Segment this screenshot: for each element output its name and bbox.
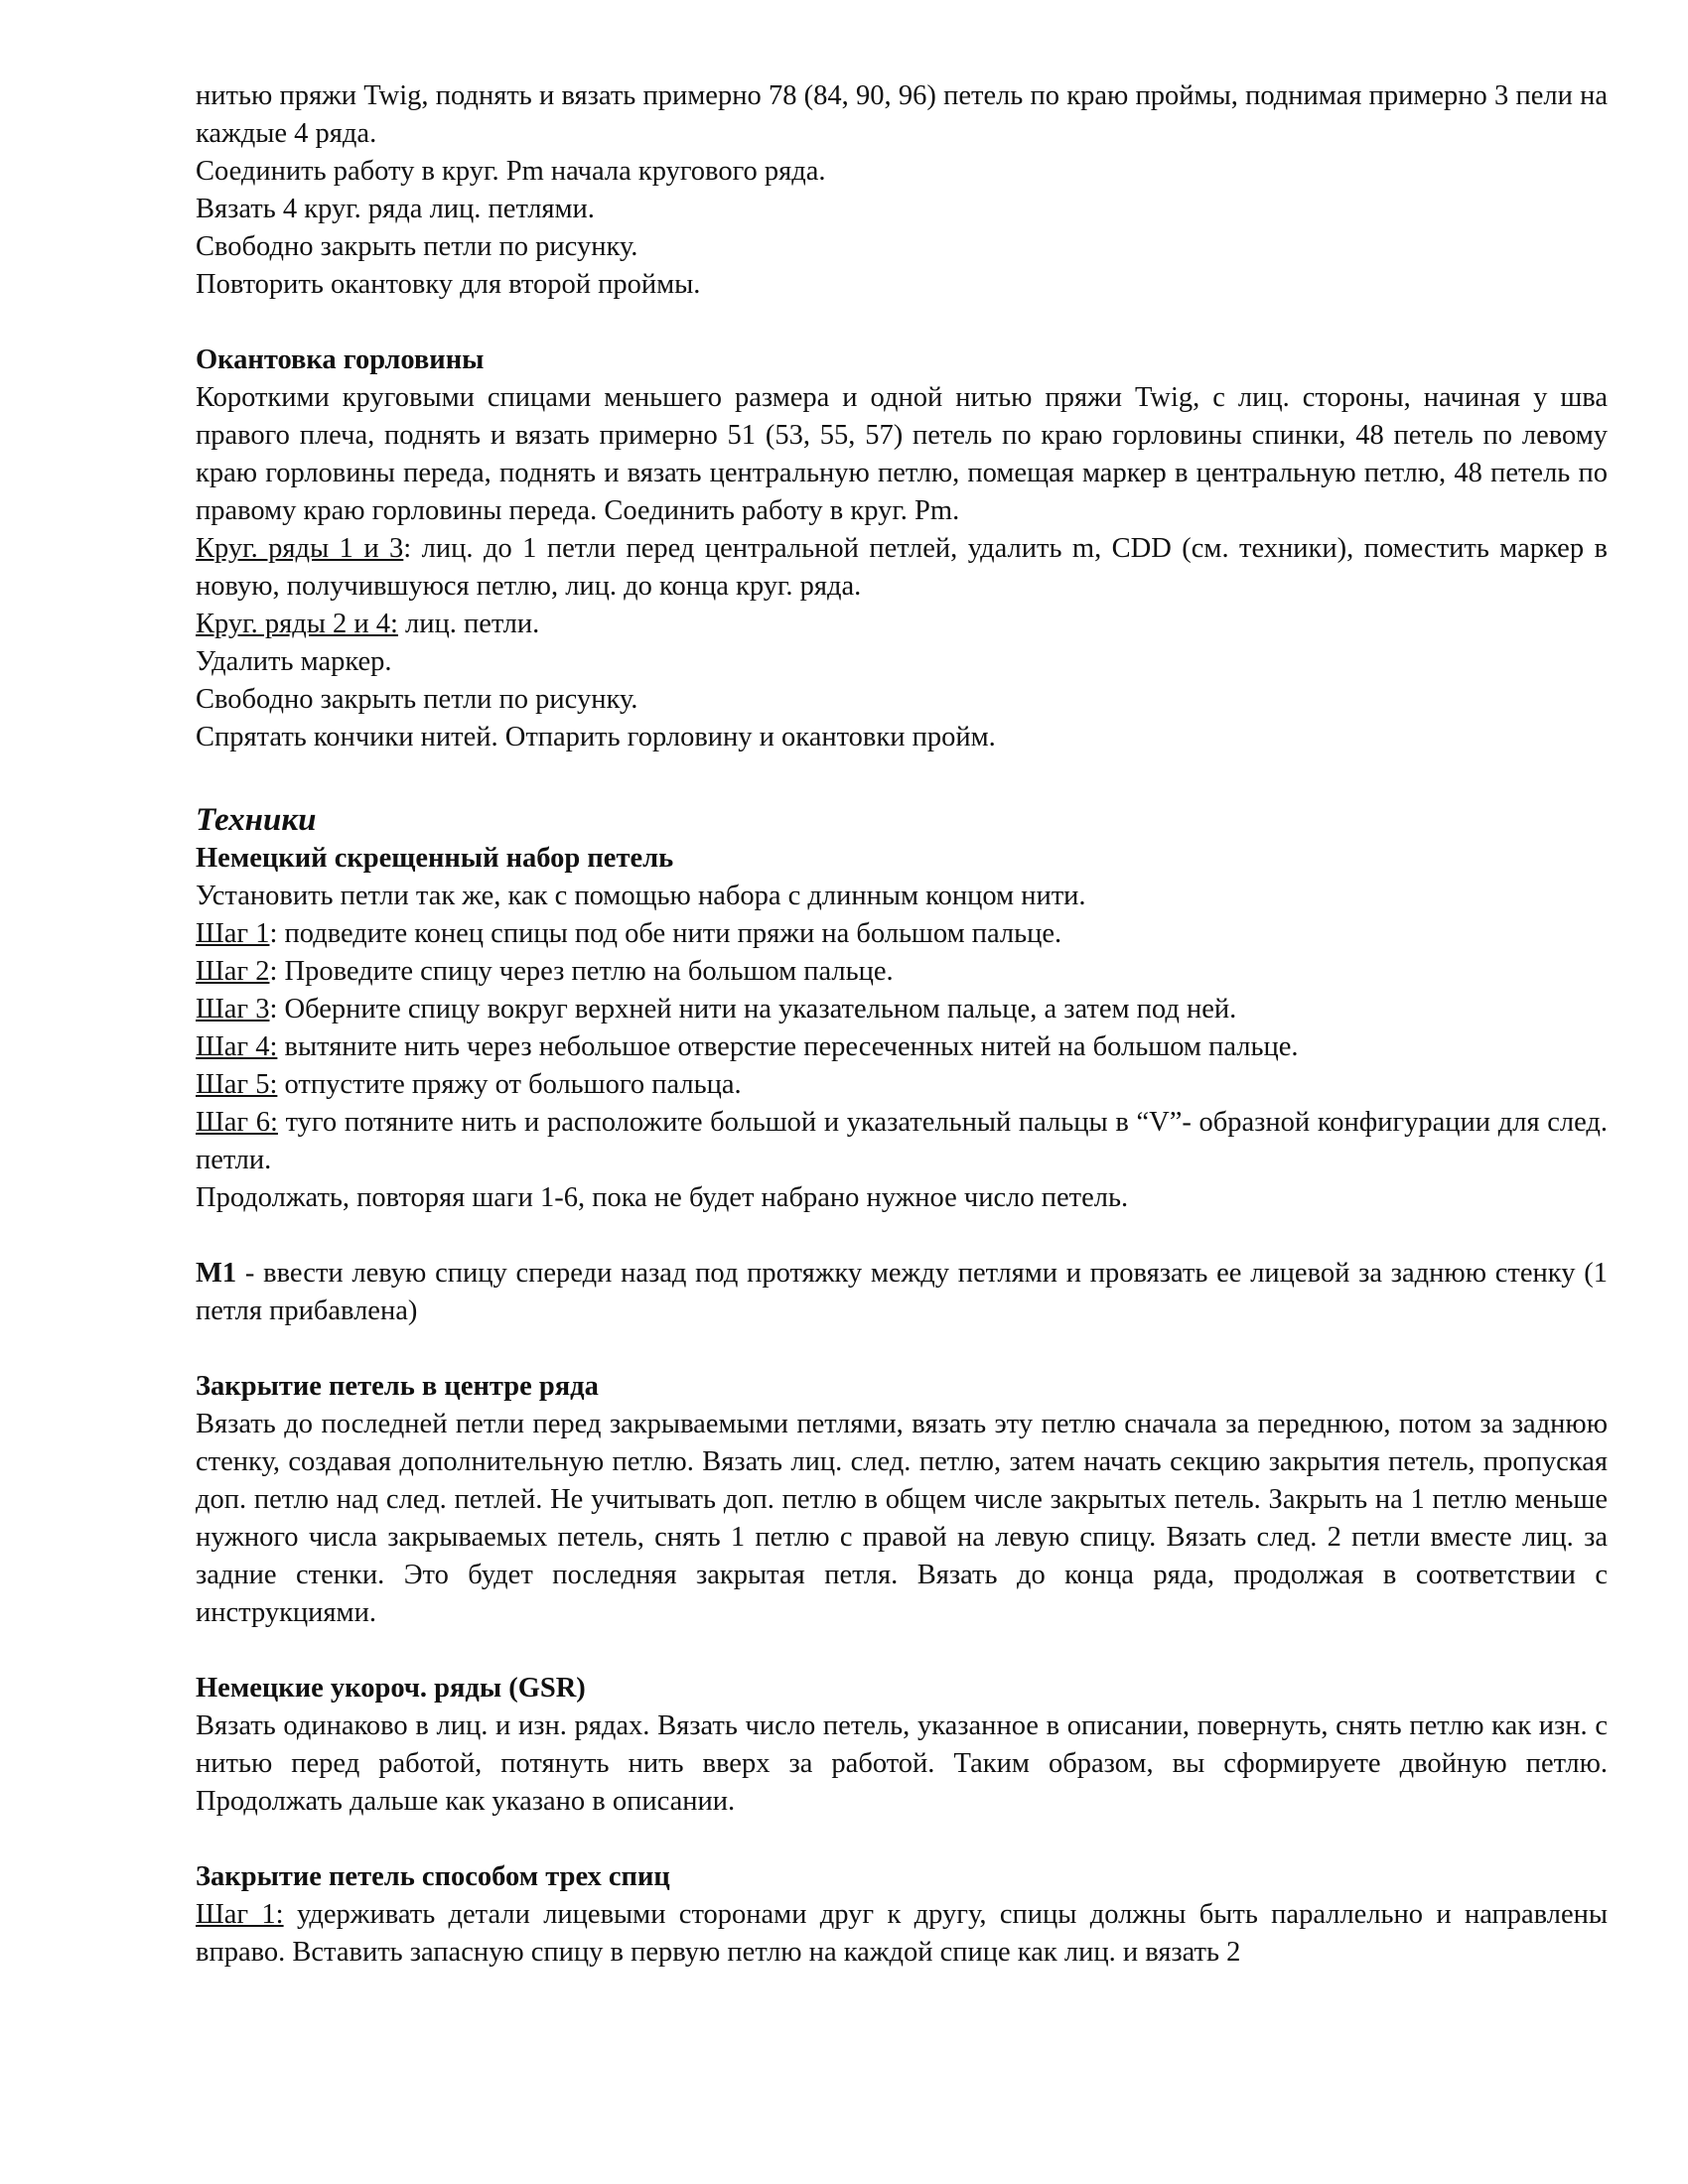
- paragraph: Продолжать, повторяя шаги 1-6, пока не будет набрано нужное число петель.: [196, 1182, 1129, 1213]
- m1-term: M1: [196, 1258, 237, 1289]
- step-text: : Оберните спицу вокруг верхней нити на указательном пальце, а затем под ней.: [269, 994, 1237, 1024]
- spacer: [196, 1632, 1608, 1670]
- paragraph: Соединить работу в круг. Pm начала кругового ряда.: [196, 156, 826, 187]
- step-label: Шаг 6:: [196, 1107, 278, 1138]
- rows-1-3-instruction: [196, 530, 1608, 606]
- rows-2-4-instruction: [196, 606, 1608, 643]
- section-heading-neckband: Окантовка горловины: [196, 344, 485, 375]
- spacer: [196, 756, 1608, 794]
- rows-text: : лиц. до 1 петли перед центральной петлей, удалить m, CDD (см. техники), поместить маркер в новую, получившуюся петлю, лиц. до конца круг. ряда.: [196, 533, 1608, 602]
- step-label: Шаг 1: [196, 918, 270, 949]
- step-line: [196, 953, 1608, 991]
- step-line: [196, 915, 1608, 953]
- step-text: : подведите конец спицы под обе нити пряжи на большом пальце.: [269, 918, 1062, 949]
- step-line: [196, 1104, 1608, 1179]
- step-label: Шаг 5:: [196, 1069, 278, 1100]
- paragraph: нитью пряжи Twig, поднять и вязать примерно 78 (84, 90, 96) петель по краю проймы, поднимая примерно 3 пели на каждые 4 ряда.: [196, 80, 1608, 149]
- paragraph: Свободно закрыть петли по рисунку.: [196, 684, 638, 715]
- step-line: [196, 1066, 1608, 1104]
- rows-label: Круг. ряды 1 и 3: [196, 533, 404, 564]
- step-label: Шаг 4:: [196, 1031, 278, 1062]
- section-heading-gsr: Немецкие укороч. ряды (GSR): [196, 1673, 586, 1704]
- section-heading-cast-on: Немецкий скрещенный набор петель: [196, 843, 674, 874]
- step-label: Шаг 2: [196, 956, 270, 987]
- paragraph: Вязать одинаково в лиц. и изн. рядах. Вязать число петель, указанное в описании, повернуть, снять петлю как изн. с нитью перед работой, потянуть нить вверх за работой. Таким образом, вы сформируете двойную петлю. Продолжать дальше как указано в описании.: [196, 1710, 1608, 1817]
- step-text: отпустите пряжу от большого пальца.: [277, 1069, 742, 1100]
- m1-text: - ввести левую спицу спереди назад под протяжку между петлями и провязать ее лицевой за заднюю стенку (1 петля прибавлена): [196, 1258, 1608, 1326]
- step-label: Шаг 3: [196, 994, 270, 1024]
- paragraph: Вязать до последней петли перед закрываемыми петлями, вязать эту петлю сначала за переднюю, потом за заднюю стенку, создавая дополнительную петлю. Вязать лиц. след. петлю, затем начать секцию закрытия петель, пропуская доп. петлю над след. петлей. Не учитывать доп. петлю в общем числе закрытых петель. Закрыть на 1 петлю меньше нужного числа закрываемых петель, снять 1 петлю с правой на левую спицу. Вязать след. 2 петли вместе лиц. за задние стенки. Это будет последняя закрытая петля. Вязать до конца ряда, продолжая в соответствии с инструкциями.: [196, 1409, 1608, 1628]
- step-text: туго потяните нить и расположите большой и указательный пальцы в “V”- образной конфигурации для след. петли.: [196, 1107, 1608, 1175]
- paragraph: Вязать 4 круг. ряда лиц. петлями.: [196, 194, 595, 224]
- step-line: [196, 1028, 1608, 1066]
- rows-label: Круг. ряды 2 и 4:: [196, 609, 398, 639]
- paragraph: Короткими круговыми спицами меньшего размера и одной нитью пряжи Twig, с лиц. стороны, начиная у шва правого плеча, поднять и вязать примерно 51 (53, 55, 57) петель по краю горловины спинки, 48 петель по левому краю горловины переда, поднять и вязать центральную петлю, помещая маркер в центральную петлю, 48 петель по правому краю горловины переда. Соединить работу в круг. Pm.: [196, 382, 1608, 526]
- section-title-techniques: Техники: [196, 802, 317, 838]
- paragraph: Свободно закрыть петли по рисунку.: [196, 231, 638, 262]
- step-label: Шаг 1:: [196, 1899, 284, 1930]
- section-heading-three-needle: Закрытие петель способом трех спиц: [196, 1861, 670, 1892]
- paragraph: Установить петли так же, как с помощью набора с длинным концом нити.: [196, 881, 1086, 911]
- m1-definition: [196, 1255, 1608, 1330]
- paragraph: Повторить окантовку для второй проймы.: [196, 269, 701, 300]
- spacer: [196, 304, 1608, 341]
- step-text: : Проведите спицу через петлю на большом пальце.: [269, 956, 894, 987]
- document-page: [196, 77, 1608, 1972]
- step-line: [196, 991, 1608, 1028]
- step-text: удерживать детали лицевыми сторонами друг к другу, спицы должны быть параллельно и направлены вправо. Вставить запасную спицу в первую петлю на каждой спице как лиц. и вязать 2: [196, 1899, 1609, 1968]
- step-line: [196, 1896, 1608, 1972]
- step-text: вытяните нить через небольшое отверстие пересеченных нитей на большом пальце.: [277, 1031, 1299, 1062]
- rows-text: лиц. петли.: [397, 609, 540, 639]
- paragraph: Спрятать кончики нитей. Отпарить горловину и окантовки пройм.: [196, 722, 996, 752]
- spacer: [196, 1330, 1608, 1368]
- spacer: [196, 1217, 1608, 1255]
- paragraph: Удалить маркер.: [196, 646, 392, 677]
- section-heading-bind-off-middle: Закрытие петель в центре ряда: [196, 1371, 599, 1402]
- spacer: [196, 1821, 1608, 1858]
